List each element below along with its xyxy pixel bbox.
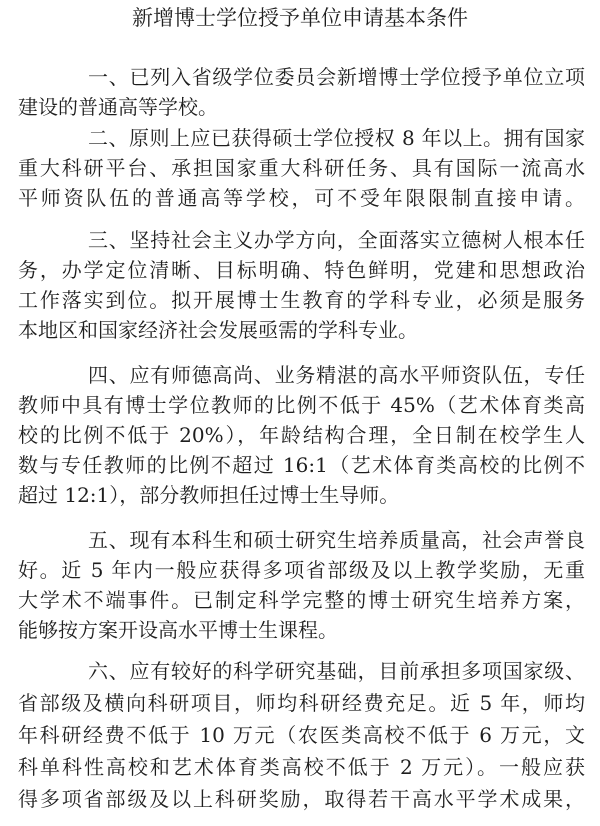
document-body <box>18 62 585 815</box>
paragraph-line: 本地区和国家经济社会发展亟需的学科专业。 <box>18 318 418 342</box>
paragraph-line: 年科研经费不低于 10 万元（农医类高校不低于 6 万元，文 <box>18 723 585 747</box>
paragraph-line: 数与专任教师的比例不超过 16:1（艺术体育类高校的比例不 <box>18 453 585 477</box>
paragraph-line: 工作落实到位。拟开展博士生教育的学科专业，必须是服务 <box>18 288 585 312</box>
clause-1 <box>18 62 585 122</box>
clause-5 <box>18 525 585 645</box>
paragraph-line: 重大科研平台、承担国家重大科研任务、具有国际一流高水 <box>18 156 585 180</box>
paragraph-line: 四、应有师德高尚、业务精湛的高水平师资队伍，专任 <box>88 363 585 387</box>
paragraph-line: 一、已列入省级学位委员会新增博士学位授予单位立项 <box>88 65 585 89</box>
document-title: 新增博士学位授予单位申请基本条件 <box>132 6 468 30</box>
paragraph-line: 科单科性高校和艺术体育类高校不低于 2 万元）。一般应获 <box>18 755 585 779</box>
paragraph-line: 三、坚持社会主义办学方向，全面落实立德树人根本任 <box>88 228 585 252</box>
paragraph-line: 二、原则上应已获得硕士学位授权 8 年以上。拥有国家 <box>88 126 585 150</box>
paragraph-line: 校的比例不低于 20%），年龄结构合理，全日制在校学生人 <box>18 423 585 447</box>
clause-3 <box>18 225 585 345</box>
paragraph-line: 务，办学定位清晰、目标明确、特色鲜明，党建和思想政治 <box>18 258 585 282</box>
paragraph-line: 大学术不端事件。已制定科学完整的博士研究生培养方案， <box>18 588 585 612</box>
clause-4 <box>18 360 585 510</box>
paragraph-line: 得多项省部级及以上科研奖励，取得若干高水平学术成果， <box>18 787 585 811</box>
paragraph-line: 能够按方案开设高水平博士生课程。 <box>18 618 338 642</box>
clause-2 <box>18 123 585 213</box>
paragraph-line: 五、现有本科生和硕士研究生培养质量高，社会声誉良 <box>88 528 585 552</box>
paragraph-line: 好。近 5 年内一般应获得多项省部级及以上教学奖励，无重 <box>18 558 585 582</box>
clause-6 <box>18 655 585 815</box>
paragraph-line: 超过 12:1），部分教师担任过博士生导师。 <box>18 483 400 507</box>
paragraph-line: 省部级及横向科研项目，师均科研经费充足。近 5 年，师均 <box>18 691 585 715</box>
paragraph-line: 六、应有较好的科学研究基础，目前承担多项国家级、 <box>88 659 585 683</box>
paragraph-line: 建设的普通高等学校。 <box>18 95 218 119</box>
paragraph-line: 教师中具有博士学位教师的比例不低于 45%（艺术体育类高 <box>18 393 585 417</box>
paragraph-line: 平师资队伍的普通高等学校，可不受年限限制直接申请。 <box>18 186 585 210</box>
